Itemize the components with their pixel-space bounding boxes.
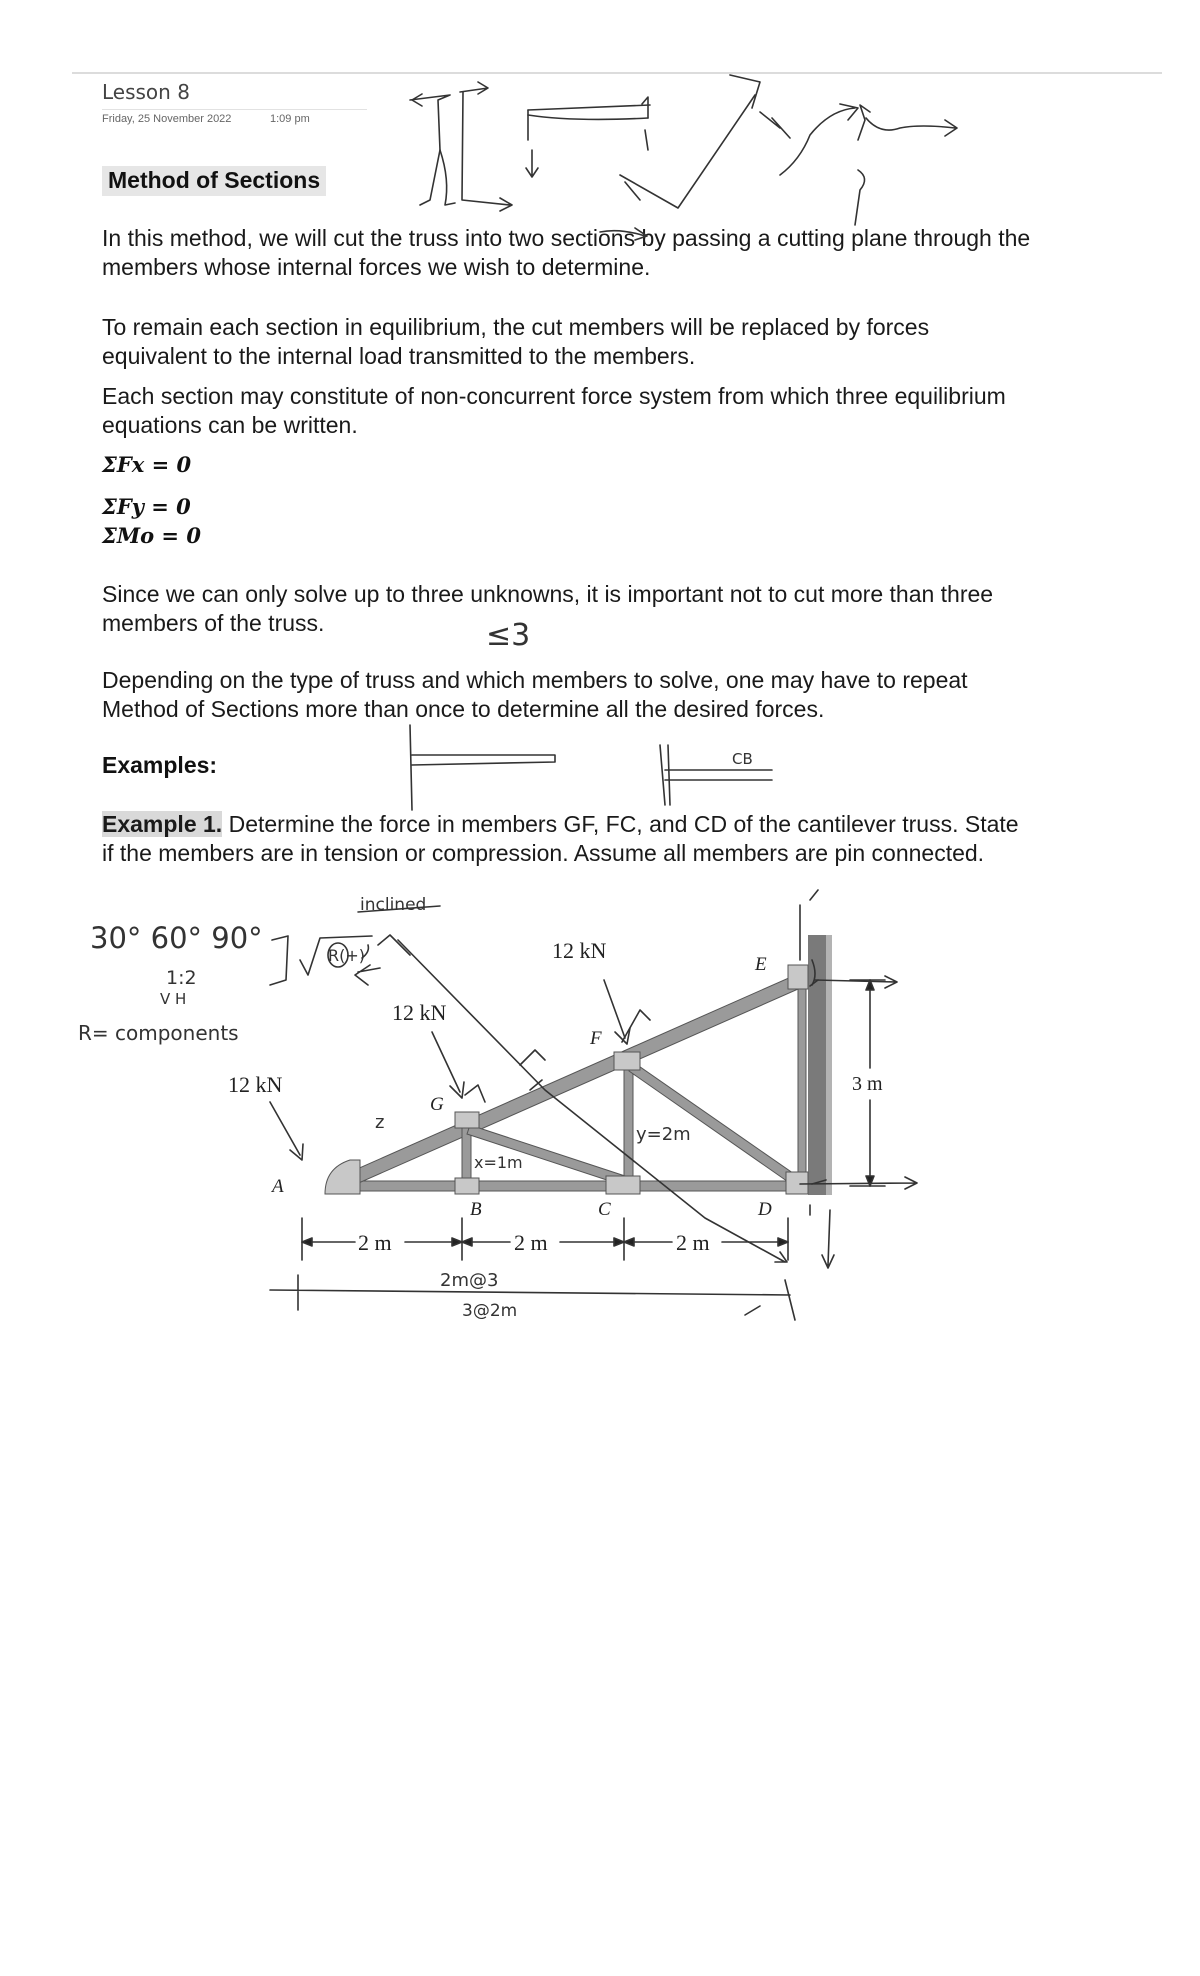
load-label-f: 12 kN xyxy=(552,938,607,963)
span-label-2: 2 m xyxy=(514,1230,548,1255)
member-fc xyxy=(624,1062,633,1186)
annotation-r-components: R= components xyxy=(78,1021,239,1045)
span-label-3: 2 m xyxy=(676,1230,710,1255)
gusset-d xyxy=(786,1172,808,1194)
equation-sum-mo: ΣMo = 0 xyxy=(102,523,201,548)
load-arrow-g xyxy=(432,1032,464,1098)
equation-sum-fy: ΣFy = 0 xyxy=(102,494,191,519)
paragraph-unknowns: Since we can only solve up to three unknowns, it is important not to cut more than three members of the truss. xyxy=(102,581,994,636)
gusset-e xyxy=(788,965,808,989)
annotation-span-2: 3@2m xyxy=(462,1301,518,1321)
example-1-label: Example 1. xyxy=(102,811,223,837)
joint-label-d: D xyxy=(758,1199,772,1220)
truss-figure xyxy=(228,935,885,1260)
page-time: 1:09 pm xyxy=(270,113,310,125)
paragraph-equilibrium: To remain each section in equilibrium, the cut members will be replaced by forces equivalent to the internal load transmitted to the members. xyxy=(102,314,930,369)
joint-label-f: F xyxy=(590,1028,602,1049)
annotation-cb: CB xyxy=(732,750,753,768)
load-label-a: 12 kN xyxy=(228,1072,283,1097)
height-label: 3 m xyxy=(852,1073,883,1095)
annotation-inclined: inclined xyxy=(360,895,427,915)
annotation-x: x=1m xyxy=(474,1153,523,1172)
gusset-a xyxy=(325,1160,360,1194)
joint-label-c: C xyxy=(598,1199,611,1220)
equation-sum-fx: ΣFx = 0 xyxy=(102,452,192,477)
handwritten-support-sketches xyxy=(410,75,957,240)
joint-label-g: G xyxy=(430,1094,444,1115)
load-label-g: 12 kN xyxy=(392,1000,447,1025)
wall-support xyxy=(808,935,826,1195)
paragraph-intro: In this method, we will cut the truss into two sections by passing a cutting plane through the members whose internal forces we wish to determine. xyxy=(102,225,1031,280)
load-arrow-a xyxy=(270,1102,303,1160)
span-label-1: 2 m xyxy=(358,1230,392,1255)
paragraph-force-system: Each section may constitute of non-concurrent force system from which three equilibrium equations can be written. xyxy=(102,383,1006,438)
page-date: Friday, 25 November 2022 xyxy=(102,113,232,125)
annotation-z: z xyxy=(375,1112,385,1133)
annotation-vh: V H xyxy=(160,990,187,1008)
handwritten-cantilever-sketches xyxy=(410,725,772,810)
gusset-c xyxy=(606,1176,640,1194)
gusset-b xyxy=(455,1178,479,1194)
gusset-g xyxy=(455,1112,479,1128)
joint-label-e: E xyxy=(755,954,767,975)
annotation-r-circle: R(+) xyxy=(328,946,366,965)
member-bottom-chord xyxy=(338,1181,806,1191)
page-title: Lesson 8 xyxy=(102,80,190,104)
annotation-span-1: 2m@3 xyxy=(440,1270,499,1291)
annotation-angles: 30° 60° 90° xyxy=(90,921,263,955)
wall-shade xyxy=(826,935,832,1195)
gusset-f xyxy=(614,1052,640,1070)
joint-label-b: B xyxy=(470,1199,482,1220)
paragraph-repeat: Depending on the type of truss and which members to solve, one may have to repeat Method of Sections more than once to determine all the desired forces. xyxy=(102,667,968,722)
section-heading: Method of Sections xyxy=(102,166,326,196)
member-ed xyxy=(798,975,806,1190)
annotation-le3: ≤3 xyxy=(486,618,531,653)
annotation-ratio: 1:2 xyxy=(166,967,197,989)
annotation-y: y=2m xyxy=(636,1124,691,1145)
joint-label-a: A xyxy=(272,1176,284,1197)
examples-heading: Examples: xyxy=(102,752,218,778)
example-1-body: Determine the force in members GF, FC, and CD of the cantilever truss. State if the members are in tension or compression. Assume all members are pin connected. xyxy=(102,811,1019,866)
